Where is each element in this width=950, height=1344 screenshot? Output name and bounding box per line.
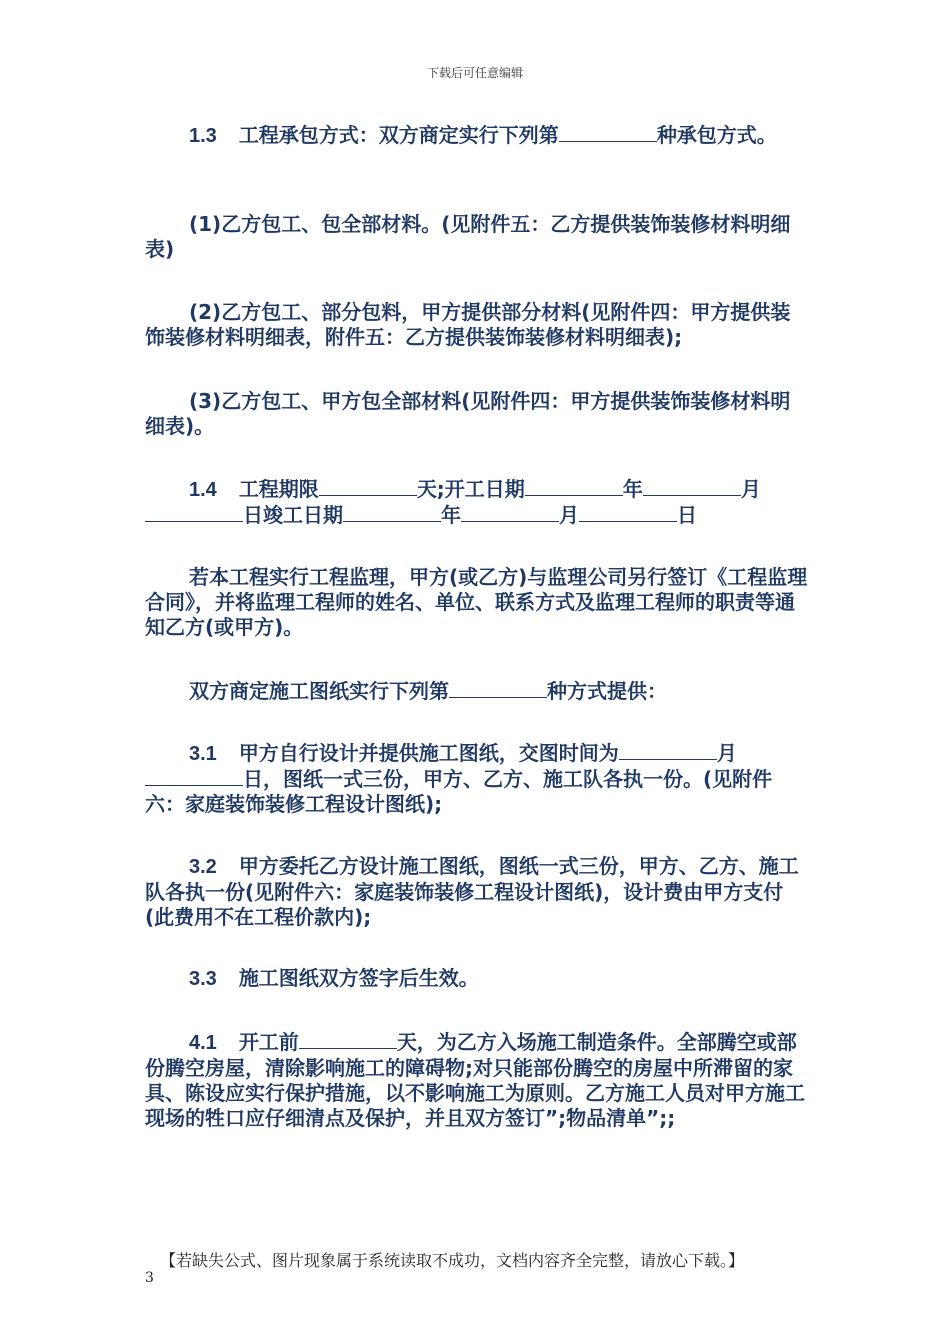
clause-number: 1.3 <box>189 125 217 147</box>
paragraph-text: 种方式提供： <box>547 679 667 703</box>
clause-3-1 <box>145 741 810 817</box>
paragraph-text: 若本工程实行工程监理，甲方(或乙方)与监理公司另行签订《工程监理合同》，并将监理工程师的姓名、单位、联系方式及监理工程师的职责等通知乙方(或甲方)。 <box>145 565 808 639</box>
clause-text: 工程承包方式：双方商定实行下列第 <box>238 123 559 147</box>
fill-blank[interactable] <box>559 123 657 142</box>
option-text: (1)乙方包工、包全部材料。(见附件五：乙方提供装饰装修材料明细表) <box>145 212 791 261</box>
clause-number: 1.4 <box>189 479 217 501</box>
clause-text: 开工前 <box>238 1030 299 1054</box>
page-number: 3 <box>145 1270 154 1286</box>
clause-number: 3.2 <box>189 856 217 878</box>
clause-1-4 <box>145 477 810 528</box>
clause-text: 天，为乙方入场施工制造条件。全部腾空或部份腾空房屋，清除影响施工的障碍物;对只能部份腾空的房屋中所滞留的家具、陈设应实行保护措施，以不影响施工为原则。乙方施工人员对甲方施工现场的牲口应仔细清点及保护，并且双方签订”;物品清单”;; <box>145 1030 805 1130</box>
clause-text: 年 <box>441 503 461 527</box>
clause-text: 年 <box>622 477 643 501</box>
fill-blank[interactable] <box>525 477 623 496</box>
page-header: 下载后可任意编辑 <box>426 66 523 80</box>
option-2 <box>145 300 810 350</box>
fill-blank[interactable] <box>579 503 677 522</box>
clause-3-2 <box>145 854 810 930</box>
clause-text: 月 <box>559 503 579 527</box>
option-3 <box>145 389 810 439</box>
clause-text: 日 <box>677 503 697 527</box>
clause-number: 3.1 <box>189 743 217 765</box>
option-1 <box>145 212 810 262</box>
clause-text: 天;开工日期 <box>416 477 525 501</box>
fill-blank[interactable] <box>643 477 741 496</box>
clause-3-3 <box>145 966 810 992</box>
clause-text: 甲方委托乙方设计施工图纸，图纸一式三份，甲方、乙方、施工队各执一份(见附件六：家庭装饰装修工程设计图纸)，设计费由甲方支付(此费用不在工程价款内); <box>145 854 799 929</box>
clause-number: 3.3 <box>189 968 217 990</box>
option-text: (2)乙方包工、部分包料，甲方提供部分材料(见附件四：甲方提供装饰装修材料明细表，附件五：乙方提供装饰装修材料明细表); <box>145 300 791 349</box>
clause-text: 日竣工日期 <box>243 503 343 527</box>
clause-text: 甲方自行设计并提供施工图纸，交图时间为 <box>238 741 619 765</box>
fill-blank[interactable] <box>145 503 243 522</box>
clause-text: 施工图纸双方签字后生效。 <box>238 966 479 990</box>
clause-number: 4.1 <box>189 1032 217 1054</box>
fill-blank[interactable] <box>319 477 417 496</box>
supervision-paragraph <box>145 565 810 640</box>
clause-text: 日，图纸一式三份，甲方、乙方、施工队各执一份。(见附件六：家庭装饰装修工程设计图纸); <box>145 767 773 816</box>
fill-blank[interactable] <box>145 767 243 786</box>
paragraph-text: 双方商定施工图纸实行下列第 <box>189 679 449 703</box>
clause-text: 工程期限 <box>238 477 319 501</box>
option-text: (3)乙方包工、甲方包全部材料(见附件四：甲方提供装饰装修材料明细表)。 <box>145 389 791 438</box>
fill-blank[interactable] <box>461 503 559 522</box>
footer-note: 【若缺失公式、图片现象属于系统读取不成功，文档内容齐全完整，请放心下载。】 <box>160 1251 745 1270</box>
clause-text: 种承包方式。 <box>656 123 777 147</box>
fill-blank[interactable] <box>619 741 717 760</box>
fill-blank[interactable] <box>343 503 441 522</box>
fill-blank[interactable] <box>299 1030 397 1049</box>
fill-blank[interactable] <box>449 679 547 698</box>
clause-text: 月 <box>716 741 737 765</box>
drawings-paragraph <box>145 679 810 704</box>
clause-text: 月 <box>740 477 761 501</box>
clause-1-3 <box>145 123 810 149</box>
clause-4-1 <box>145 1030 810 1131</box>
